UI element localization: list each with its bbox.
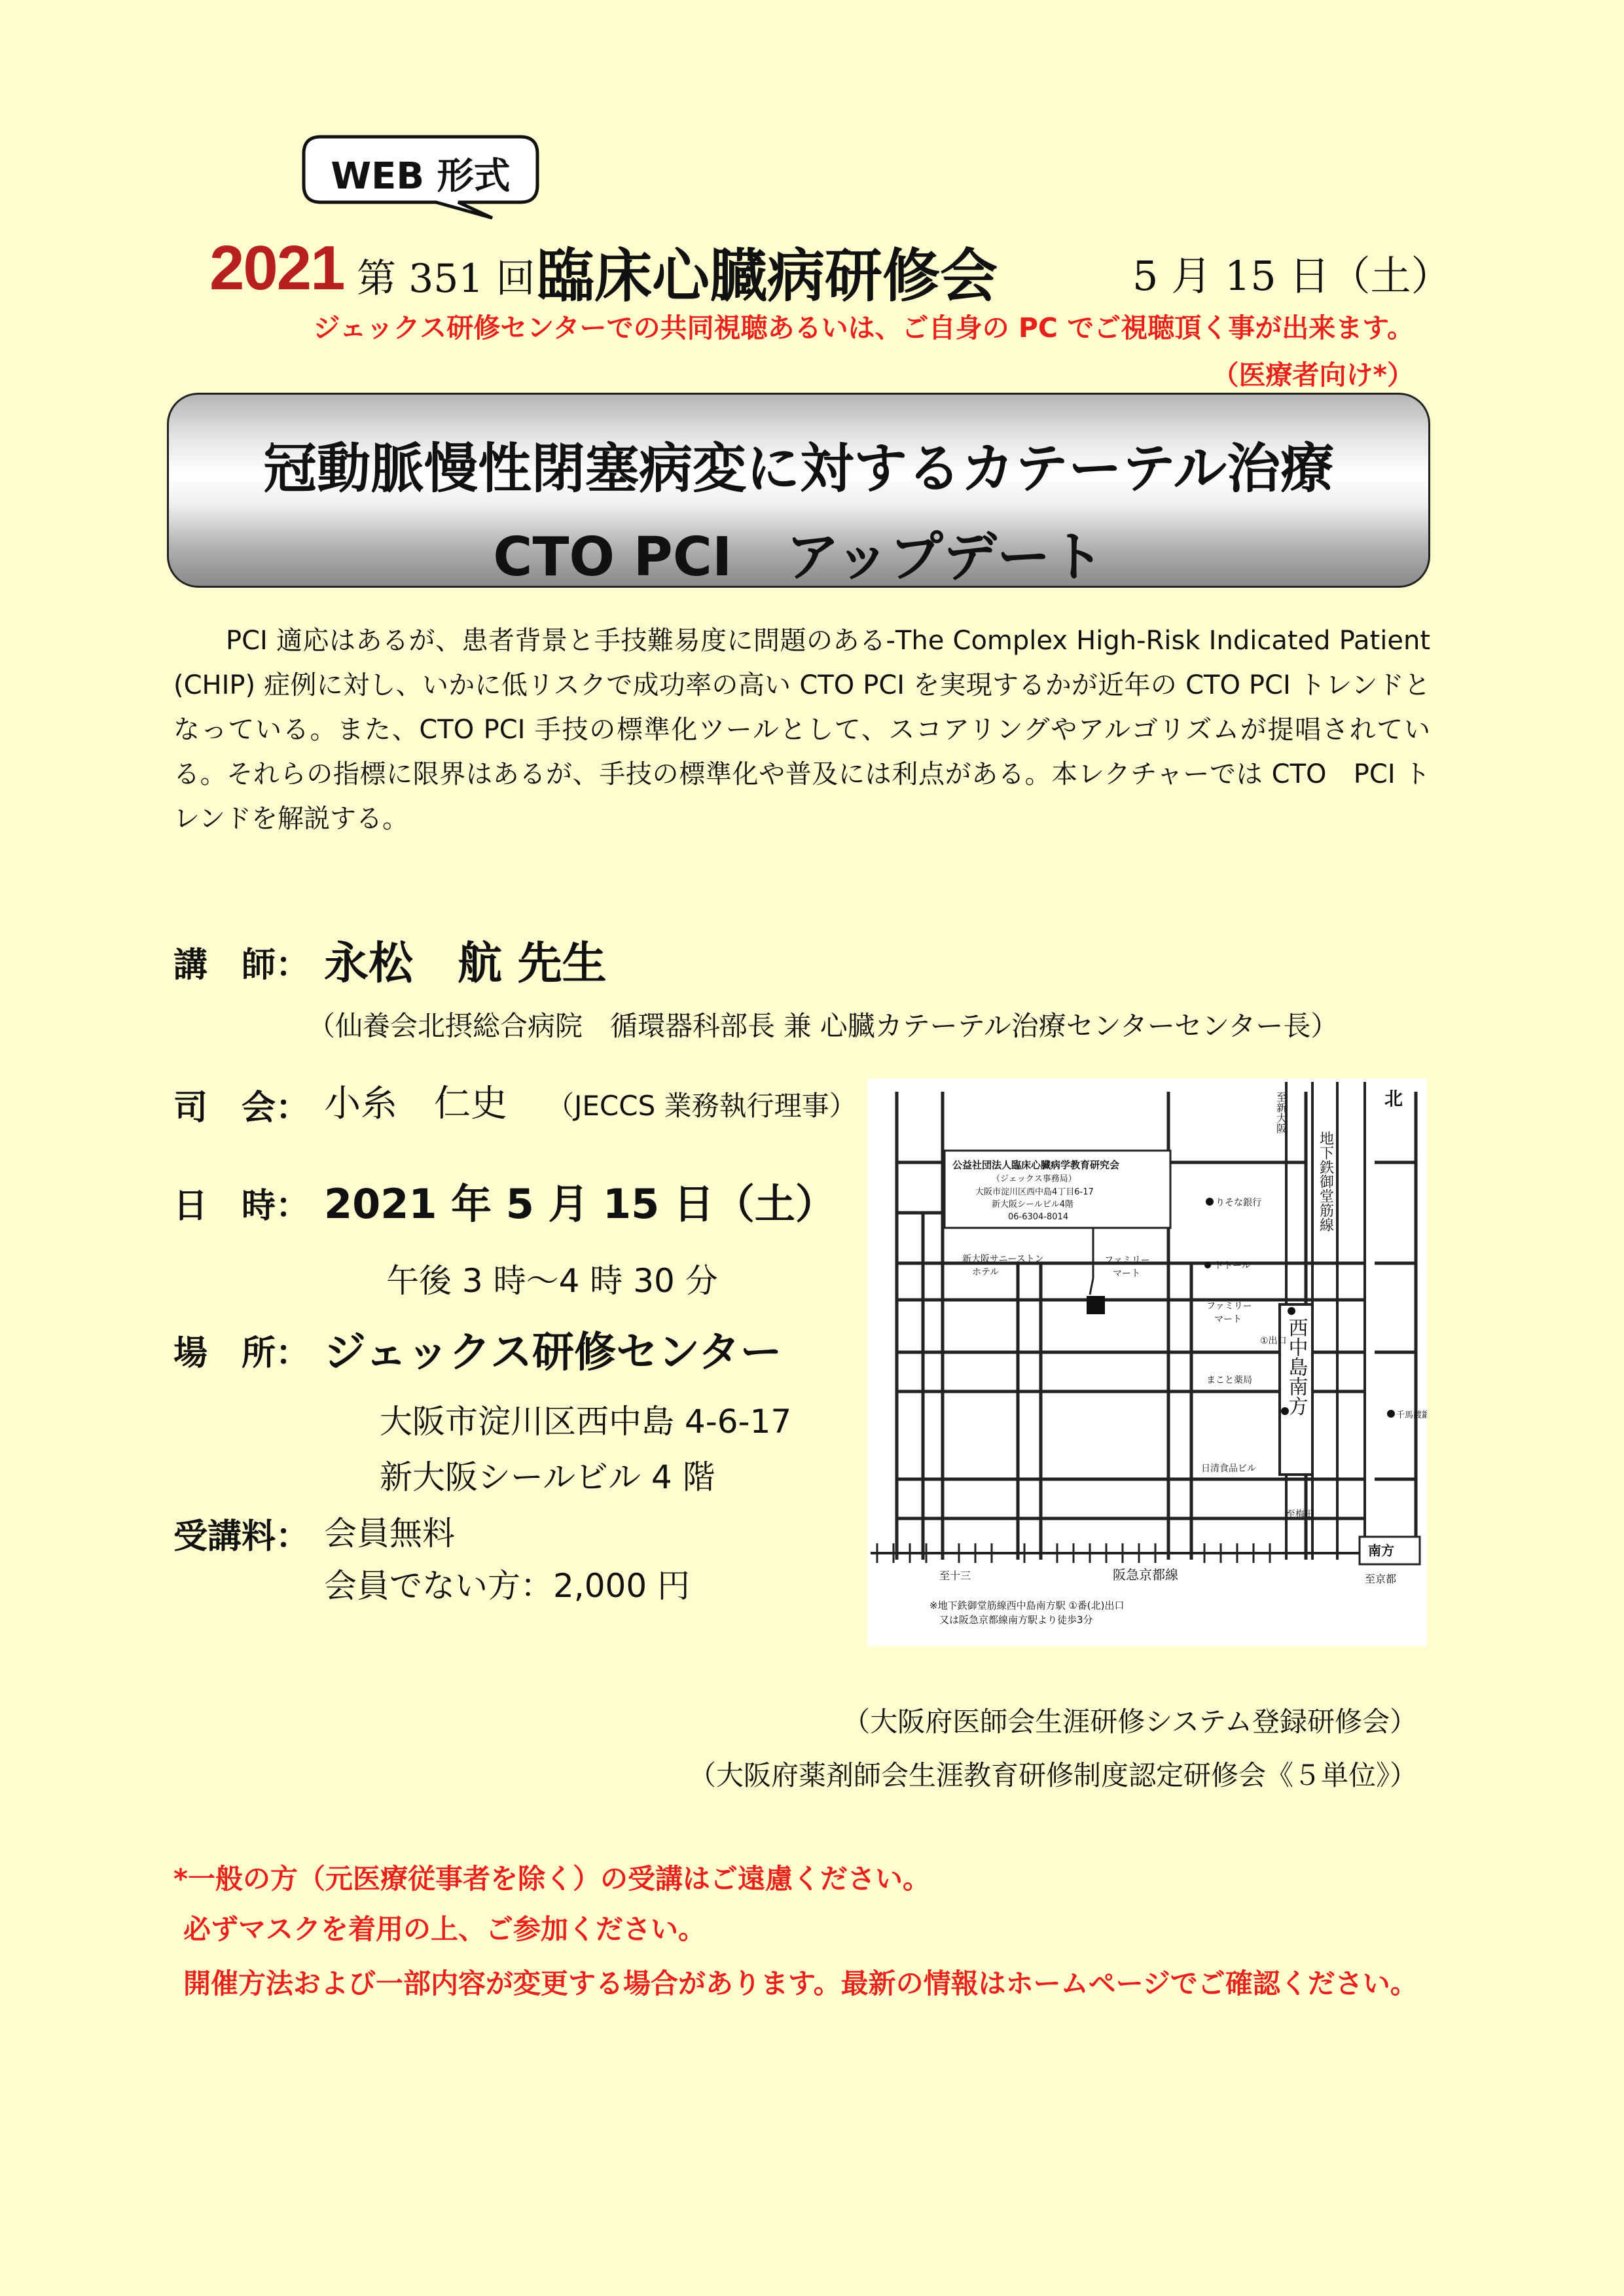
map-note2: 又は阪急京都線南方駅より徒歩3分 [939,1614,1093,1626]
venue-marker [1087,1296,1105,1314]
certification-line2: （大阪府薬剤師会生涯教育研修制度認定研修会《５単位》） [688,1759,1417,1791]
event-time: 午後 3 時～4 時 30 分 [386,1262,718,1300]
warning-general-public: *一般の方（元医療従事者を除く）の受講はご遠慮ください。 [173,1863,930,1895]
topic-title-line1: 冠動脈慢性閉塞病変に対するカテーテル治療 [263,438,1334,500]
map-resona: りそな銀行 [1216,1198,1261,1208]
audience-note: （医療者向け*） [1212,359,1414,391]
map-senbiki: 千馬鍍鍛 [1396,1410,1427,1420]
map-to-kyoto: 至京都 [1365,1573,1397,1585]
map-family1b: マート [1113,1268,1140,1279]
map-org-addr1: 大阪市淀川区西中島4丁目6-17 [975,1187,1094,1197]
moderator-name: 小糸 仁史 [324,1083,507,1125]
datetime-label: 日 時： [173,1187,310,1226]
map-hankyu: 阪急京都線 [1113,1567,1178,1583]
page-title: 臨床心臓病研修会 [537,242,998,310]
map-nikkei: 日清食品ビル [1201,1463,1256,1474]
venue-address-line2: 新大阪シールビル 4 階 [380,1458,715,1496]
map-svg [867,1079,1427,1646]
map-to-umeda: 至梅田 [1286,1509,1314,1520]
fee-non-member: 会員でない方：2,000 円 [324,1567,691,1605]
venue-name: ジェックス研修センター [324,1329,782,1377]
event-date: 2021 年 5 月 15 日（土） [324,1180,836,1228]
access-map [867,1079,1427,1646]
topic-title-line2: CTO PCI アップデート [493,526,1104,588]
map-to-juso: 至十三 [939,1570,971,1582]
map-org-tel: 06-6304-8014 [1008,1212,1069,1222]
map-makoto: まこと薬局 [1206,1375,1252,1386]
venue-address-line1: 大阪市淀川区西中島 4-6-17 [380,1403,792,1441]
year: 2021 [209,233,344,303]
web-format-label: WEB 形式 [331,155,511,198]
abstract-paragraph: PCI 適応はあるが、患者背景と手技難易度に問題のある-The Complex High-Risk Indicated Patient (CHIP) 症例に対し、いかに低リスクで成功率の高い CTO PCI を実現するかが近年の CTO PCI トレンドとなっている。また、CTO PCI 手技の標準化ツールとして、スコアリングやアルゴリズムが提唱されている。それらの指標に限界はあるが、手技の標準化や普及には利点がある。本レクチャーでは CTO PCI トレンドを解説する。 [173,626,1430,834]
map-minamikata: 南方 [1368,1543,1394,1558]
moderator-role: （JECCS 業務執行理事） [547,1090,857,1122]
map-family2: ファミリー [1206,1301,1252,1312]
map-exit: ①出口 [1260,1336,1287,1346]
venue-label: 場 所： [173,1334,310,1373]
warning-changes: 開催方法および一部内容が変更する場合があります。最新の情報はホームページでご確認ください。 [183,1967,1418,2000]
lecturer-label: 講 師： [173,946,310,985]
topic-banner [167,393,1430,588]
map-family1: ファミリー [1104,1255,1150,1266]
fee-label: 受講料： [173,1517,310,1556]
certification-line1: （大阪府医師会生涯研修システム登録研修会） [842,1706,1417,1738]
map-org-name: 公益社団法人臨床心臓病学教育研究会 [952,1159,1120,1171]
map-org-sub: （ジェックス事務局） [992,1174,1077,1184]
resona-dot [1206,1198,1214,1206]
map-org-addr2: 新大阪シールビル4階 [992,1200,1074,1210]
map-hotel2: ホテル [972,1267,1000,1278]
warning-mask: 必ずマスクを着用の上、ご参加ください。 [183,1913,706,1945]
map-family2b: マート [1214,1314,1242,1325]
lecturer-name: 永松 航 先生 [324,938,607,990]
lecturer-affiliation: （仙養会北摂総合病院 循環器科部長 兼 心臓カテーテル治療センターセンター長） [308,1010,1339,1042]
map-nishinakajima: 西中島南方 [1284,1318,1308,1416]
map-note1: ※地下鉄御堂筋線西中島南方駅 ①番(北)出口 [929,1600,1125,1611]
map-subway: 地下鉄御堂筋線 [1317,1131,1334,1232]
viewing-notice: ジェックス研修センターでの共同視聴あるいは、ご自身の PC でご視聴頂く事が出来ます。 [313,312,1414,344]
header-date: 5 月 15 日（土） [1132,252,1452,300]
map-to-shin-osaka: 至新大阪 [1274,1092,1288,1134]
map-dotour: ドトール [1214,1261,1251,1271]
fee-member: 会員無料 [324,1515,455,1552]
map-hotel1: 新大阪サニーストン [962,1254,1044,1265]
session-number: 第 351 回 [357,256,535,302]
map-north: 北 [1384,1088,1403,1109]
moderator-label: 司 会： [173,1088,310,1128]
